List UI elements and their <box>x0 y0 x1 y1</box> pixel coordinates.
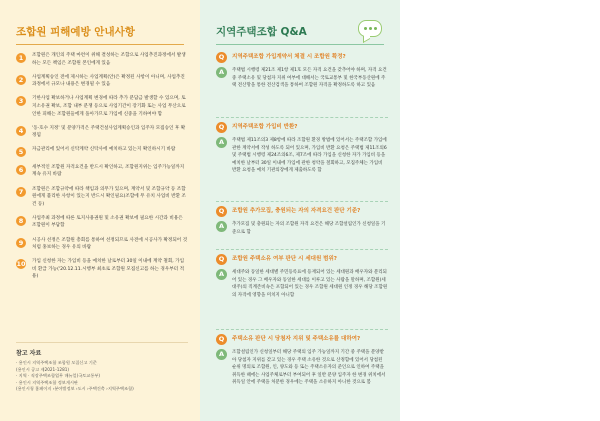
answer-badge-icon: A <box>216 137 227 148</box>
qa-separator <box>216 249 388 250</box>
notice-item <box>16 146 188 157</box>
notice-item <box>16 215 188 230</box>
qa-separator <box>216 329 388 330</box>
question-text: 조합원 추가모집, 충원되는 자의 자격요건 판단 기준? <box>232 208 361 214</box>
notice-text: 조합원은 조합규약에 따라 책임과 의무가 있으며, 계약서 및 조합규약 등 조합원에게 불리한 사항이 있는지 반드시 확인필요(조합에 무 유치 사업비 반환 조건 등) <box>32 186 186 207</box>
notice-item <box>16 125 188 140</box>
reference-line: · 용인시 지역주택조합 정보게시판 <box>16 379 78 385</box>
notice-text: '동·호수 지정' 및 분양가격은 주택건설사업계획승인과 입주자 모집승인 후 확정됨 <box>32 125 186 139</box>
item-number-badge: 3 <box>16 96 26 106</box>
question-text: 지역주택조합 가입계약서 체결 시 조합원 확정? <box>232 54 346 60</box>
item-number-badge: 7 <box>16 187 26 197</box>
question-badge-icon: Q <box>216 122 227 133</box>
answer-row <box>216 221 388 236</box>
qa-item <box>216 334 388 387</box>
title-divider <box>216 44 384 45</box>
question-row <box>216 122 388 133</box>
answer-badge-icon: A <box>216 349 227 360</box>
notice-text: 세부적인 조합원 자격요건을 반드시 확인하고, 조합원지위는 입주가능일까지 계속 유지 바람 <box>32 164 185 178</box>
question-badge-icon: Q <box>216 206 227 217</box>
question-badge-icon: Q <box>216 52 227 63</box>
question-row <box>216 334 388 345</box>
qa-separator <box>216 201 388 202</box>
notice-text: 사업주최 과정에 따른 토지사용권원 및 소유권 확보에 필요한 시간과 비용은 조합원이 부담함 <box>32 215 183 229</box>
reference-line: (용인시청 홈페이지 ›분야별정보 ›도시 ›주택건축 ›지역주택조합) <box>16 386 134 392</box>
answer-row <box>216 137 388 175</box>
notice-text: 기한사업 확보하거나 사업계획 변경에 따라 추가 분담금 발생할 수 있으며, 토지소유권 확보, 조합 내부 분쟁 등으로 사업기간이 장기화 또는 사업 무산으로 인한 피해는 조합원들에게 돌아가므로 가입에 신중을 기하여야 함 <box>32 96 186 117</box>
notice-text: 조합원은 개인의 주택 마련이 위해 결성하는 조합으로 사업추진과정에서 발생하는 모든 책임은 조합원 본인에게 있음 <box>32 53 186 66</box>
question-text: 조합원 주택소유 여부 판단 시 세대원 범위? <box>232 256 338 262</box>
reference-line: (용인시 공고 제2021-1281) <box>16 366 70 372</box>
reference-line: · 용인시 지역주택조합 조합원 모집신고 기준 <box>16 360 97 365</box>
qa-item <box>216 254 388 299</box>
answer-text: 주택법 시행령 제21조 제1항 제1호 모든 자격 요건을 갖추어야 하며, 자격 요건 중 주택소유 및 당첨자 지위 여부에 대해서는 국토교통부 및 한국부동산원에 주택 전산망을 통한 전산검색을 통하여 조합원 자격을 확정하도록 하고 있음 <box>232 68 387 89</box>
answer-badge-icon: A <box>216 269 227 280</box>
qa-separator <box>216 117 388 118</box>
reference-title: 참고 자료 <box>16 342 188 357</box>
notice-list <box>16 52 188 287</box>
question-row <box>216 254 388 265</box>
question-row <box>216 206 388 217</box>
cover-panel <box>400 0 600 421</box>
qa-item <box>216 52 388 90</box>
item-number-badge: 5 <box>16 147 26 157</box>
answer-text: 세대주와 동일한 세대별 주민등록표에 등재되어 있는 세대원과 배우자와 분리되어 있는 경우 그 배우자와 동일한 세대를 이루고 있는 사람을 말하며, 조합원(세대주)의 직계존비속은 포함되어 있는 경우 조합원 세대원 인정 경우 해당 조합원의 자격에 영향을 미치지 아니함 <box>232 270 388 298</box>
reference-list <box>16 360 188 393</box>
answer-badge-icon: A <box>216 67 227 78</box>
prevention-panel <box>0 0 200 421</box>
answer-badge-icon: A <box>216 221 227 232</box>
item-number-badge: 2 <box>16 75 26 85</box>
qa-item <box>216 122 388 175</box>
notice-item <box>16 164 188 179</box>
answer-row <box>216 349 388 387</box>
notice-item <box>16 186 188 209</box>
question-badge-icon: Q <box>216 334 227 345</box>
notice-item <box>16 237 188 252</box>
reference-line: · 지역 · 직장주택조합업무 매뉴얼(국토교통부) <box>16 373 101 379</box>
panel-title: 지역주택조합 Q&A <box>216 26 307 38</box>
answer-text: 주택법 제11조의3 제8항에 따라 조합원 환경 방법에 있어서는 주택조합 가입에 관한 계약서에 작성 하도록 되어 있으며, 가입비 반환 요청은 주택법 제11조의6 및 주택법 시행령 제24조의6조, 제7조에 따라 가입을 신청한 자가 가입비 등을 예치한 날부터 30일 이내에 가입에 관한 청약을 철회하고, 모집주체는 가입비 반환 요청을 예치 기관의장에게 제출하도록 함 <box>232 138 387 174</box>
notice-text: 사업계획승인 전에 제시하는 사업계획(안)은 확정된 사항이 아니며, 사업추진 과정에서 규모나 내용은 변경될 수 있음 <box>32 74 185 88</box>
notice-item <box>16 52 188 67</box>
item-number-badge: 6 <box>16 165 26 175</box>
notice-text: 자금관리에 있어서 신탁계약 신탁사에 예치하고 있는지 확인하시기 바람 <box>32 147 176 153</box>
question-row <box>216 52 388 63</box>
notice-text: 가입 신청한 자는 가입비 등을 예치한 날로부터 30일 이내에 계약 철회, 가입비 환급 가능('20.12.11.시행부 최초로 조합원 모집신고를 하는 경우부터 적용) <box>32 259 185 280</box>
answer-row <box>216 67 388 90</box>
item-number-badge: 4 <box>16 126 26 136</box>
qa-panel <box>200 0 400 421</box>
notice-item <box>16 74 188 89</box>
answer-row <box>216 269 388 299</box>
item-number-badge: 9 <box>16 238 26 248</box>
answer-text: 조합설립인가 신청일부터 해당 주택의 입주 가능일까지 기간 중 주택을 분양받아 당첨자 지위를 갖고 있는 경우 주택 소유한 것으로 산정함에 있어서 당첨된 순위 명의로 조합원, 인, 양도와 등 또는 주택소유자의 준인으로 인하여 주택을 취득한 때에는 사업주체로부터 부여되어 후 일반 분양 입주자 한 변경 위치에서 취득일 안에 주택을 처분한 경우에는 주택을 소유하지 아니한 것으로 봄 <box>232 350 386 386</box>
title-divider <box>16 44 184 45</box>
answer-text: 추가모집 및 충원되는 자의 조합원 자격 요건은 해당 조합설립인가 신청일을 기준으로 함 <box>232 222 386 235</box>
item-number-badge: 8 <box>16 216 26 226</box>
item-number-badge: 1 <box>16 53 26 63</box>
notice-text: 시공사 선정은 조합원 총회를 통하여 선정되므로 사전에 시공사가 확정되어 것처럼 홍보하는 경우 유의 바람 <box>32 237 188 251</box>
item-number-badge: 10 <box>16 260 26 269</box>
notice-item <box>16 258 188 281</box>
panel-title: 조합원 피해예방 안내사항 <box>16 26 135 38</box>
question-text: 주택소유 판단 시 당첨자 지위 및 주택소유를 대하여? <box>232 336 361 342</box>
question-badge-icon: Q <box>216 254 227 265</box>
question-text: 지역주택조합 가입비 반환? <box>232 124 298 130</box>
qa-item <box>216 206 388 236</box>
chat-bubble-icon <box>358 20 382 37</box>
reference-box <box>16 342 188 393</box>
notice-item <box>16 95 188 118</box>
